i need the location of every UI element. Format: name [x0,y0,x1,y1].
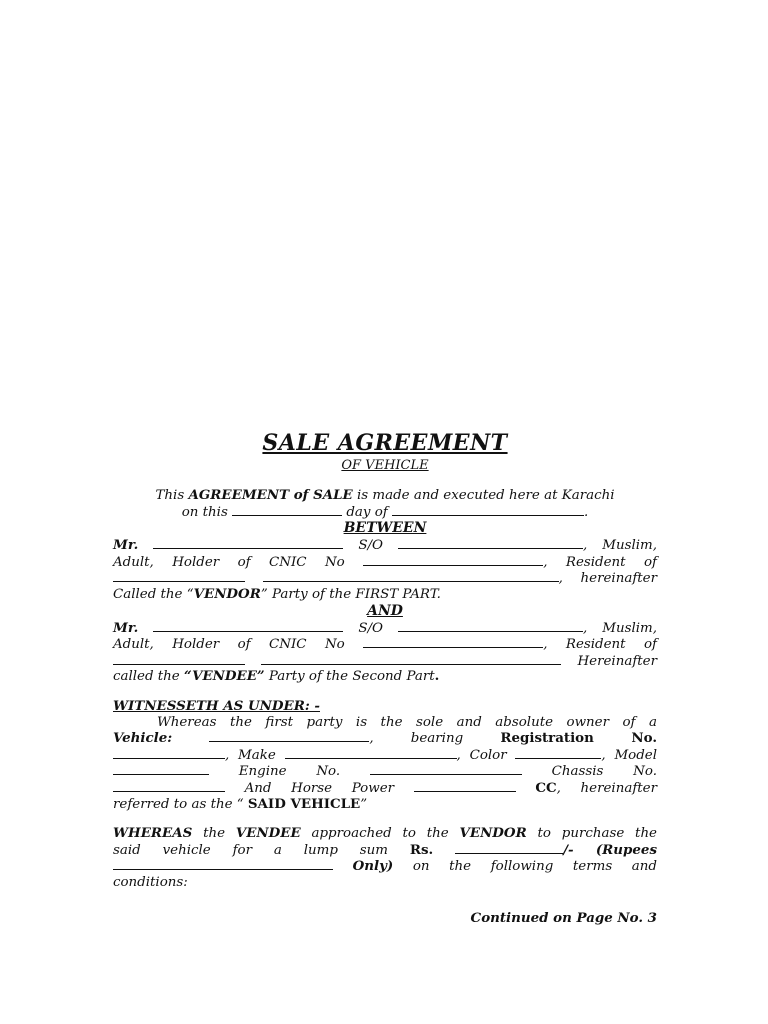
horse-power-label: And Horse Power [244,780,395,796]
referred-text: referred to as the “ [113,796,248,812]
so-label: S/O [358,620,383,636]
whereas2-line-2 [113,842,657,859]
called-text: called the [113,669,184,685]
whereas2-line-3 [113,858,657,875]
date-blank [232,504,342,516]
called-text: Party of the Second Part [264,669,435,685]
whereas2-line-1 [113,826,657,842]
following-text: on the following terms and [393,859,657,875]
vendor-line-4 [113,587,657,603]
period: . [434,668,440,685]
vendor-address-blank-2 [263,570,559,582]
vendee-line-1 [113,620,657,637]
resident-label: , Resident of [543,554,657,570]
muslim-label: , Muslim, [582,620,657,636]
document-subtitle: OF VEHICLE [341,458,429,473]
rs-label: Rs. [409,841,434,858]
whereas-label: WHEREAS [113,825,193,842]
lump-sum-text: said vehicle for a lump sum [113,842,388,858]
chassis-label: Chassis No. [551,764,657,780]
whereas-line-4 [113,763,657,780]
so-label: S/O [358,538,383,554]
hereinafter-label: , hereinafter [556,780,657,796]
engine-blank [370,763,522,775]
vendor-line-1 [113,537,657,554]
amount-blank [455,842,563,854]
cnic-label: Adult, Holder of CNIC No [113,554,345,570]
vendee-term: “VENDEE” [184,668,265,685]
muslim-label: , Muslim, [582,538,657,554]
bearing-label: , bearing [369,731,464,747]
mr-label: Mr. [113,537,139,554]
make-label: , Make [225,747,276,763]
model-label: , Model [601,747,657,763]
resident-label: , Resident of [543,637,657,653]
whereas-line-3 [113,747,657,764]
hereinafter-label: Hereinafter [577,653,657,669]
intro-text: . [584,504,589,520]
witnesseth-label: WITNESSETH AS UNDER: - [113,697,320,714]
witness-heading [113,699,657,715]
vehicle-label: Vehicle: [113,730,173,747]
cnic-label: Adult, Holder of CNIC No [113,637,345,653]
whereas-line-6 [113,797,657,813]
vendee-address-blank-2 [261,653,561,665]
vehicle-blank [209,730,369,742]
vendee-cnic-blank [363,636,543,648]
vendee-name-blank [153,620,343,632]
only-label: Only) [352,858,394,875]
rupees-label: /- (Rupees [563,841,657,858]
intro-text: on this [181,504,233,520]
color-label: , Color [456,747,507,763]
called-text: Called the “ [113,586,194,602]
mr-label: Mr. [113,619,139,636]
document-title: SALE AGREEMENT [262,430,508,456]
whereas-text: the [192,826,236,842]
between-heading: BETWEEN [343,520,427,537]
engine-label: Engine No. [238,764,341,780]
vendor-address-blank-1 [113,570,245,582]
color-blank [515,747,601,759]
vendor-name-blank [153,537,343,549]
vendee-term: VENDEE [235,825,301,842]
amount-words-blank [113,858,333,870]
whereas2-line-4: conditions: [113,874,188,890]
vendor-father-blank [398,537,583,549]
whereas-text: approached to the [300,826,460,842]
vendor-term: VENDOR [193,585,261,602]
intro-text: day of [342,504,392,520]
vendor-line-3 [113,570,657,587]
make-blank [285,747,457,759]
said-vehicle-term: SAID VEHICLE [247,795,361,812]
vendee-line-3 [113,653,657,670]
horse-power-blank [414,780,516,792]
agreement-document [113,428,657,890]
vendee-father-blank [398,620,583,632]
and-heading: AND [367,602,403,619]
cc-label: CC [535,779,557,796]
continued-note: Continued on Page No. 3 [470,910,657,926]
chassis-blank [113,780,225,792]
vendor-line-2 [113,554,657,571]
vendee-line-4 [113,669,657,685]
agreement-of-sale: AGREEMENT of SALE [188,487,353,503]
intro-line-1 [113,488,657,504]
model-blank [113,763,209,775]
vendor-cnic-blank [363,554,543,566]
intro-text: is made and executed here at Karachi [352,488,615,503]
whereas-text: to purchase the [526,826,657,842]
hereinafter-label: , hereinafter [558,571,657,587]
vendee-address-blank-1 [113,653,245,665]
vendor-term: VENDOR [459,825,527,842]
intro-line-2 [113,504,657,521]
referred-text: ” [360,796,368,812]
whereas-line-1: Whereas the first party is the sole and absolute owner of a [157,714,657,730]
whereas-line-2 [113,730,657,747]
registration-label: Registration No. [500,730,657,747]
vendee-line-2 [113,636,657,653]
month-blank [392,504,584,516]
intro-text: This [155,488,189,503]
called-text: ” Party of the FIRST PART. [260,586,441,602]
whereas-line-5 [113,780,657,797]
registration-blank [113,747,225,759]
